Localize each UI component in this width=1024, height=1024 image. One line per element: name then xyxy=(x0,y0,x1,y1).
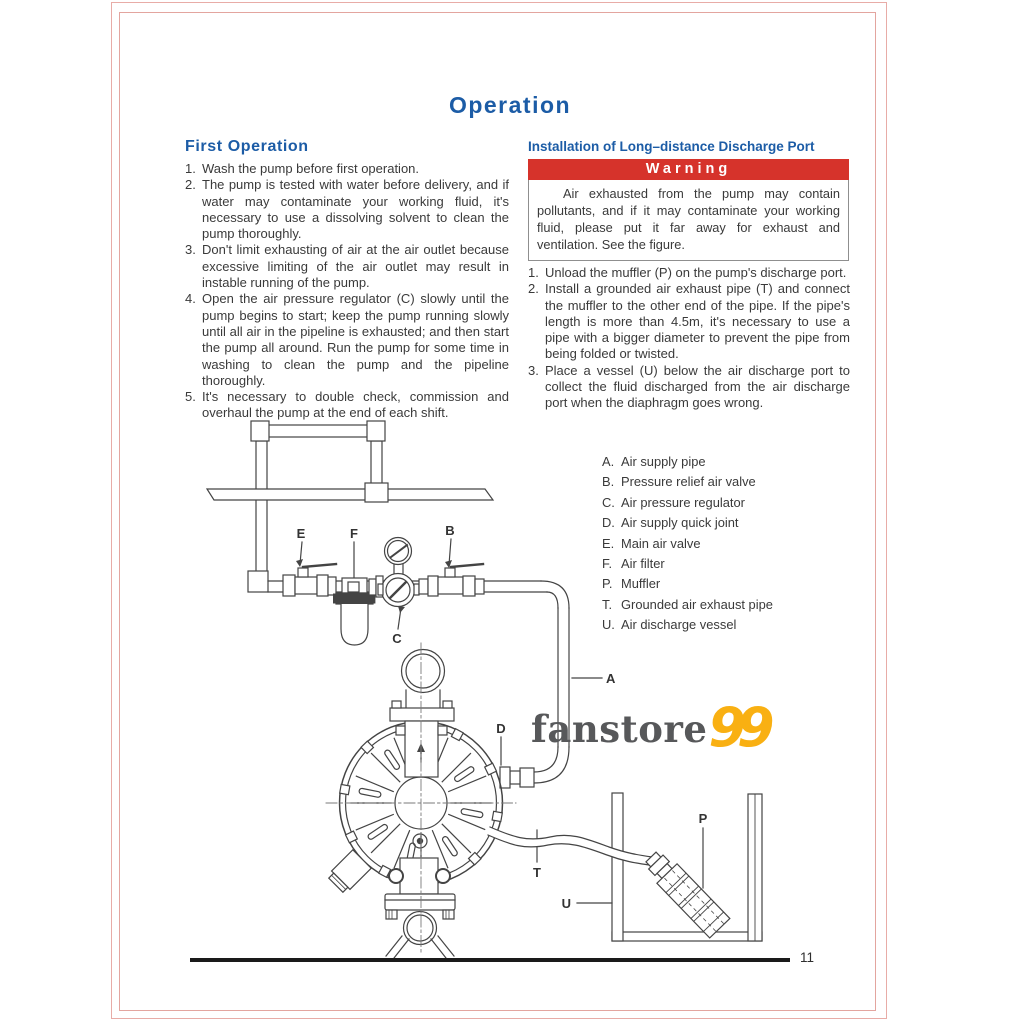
legend-item xyxy=(602,554,773,574)
watermark-suffix: 99 xyxy=(708,696,766,759)
legend-key: B. xyxy=(602,474,615,490)
legend-label: Main air valve xyxy=(621,535,701,551)
legend-label: Air supply quick joint xyxy=(621,515,739,531)
list-item xyxy=(185,161,509,177)
legend-key: F. xyxy=(602,556,613,572)
air-filter xyxy=(328,576,383,645)
legend-key: E. xyxy=(602,535,615,551)
list-text: It's necessary to double check, commission and overhaul the pump at the end of each shift. xyxy=(202,389,509,421)
legend-key: T. xyxy=(602,596,613,612)
list-text: Place a vessel (U) below the air discharge port to collect the fluid discharged from the air discharge port when the diaphragm goes wrong. xyxy=(545,362,850,411)
legend-label: Pressure relief air valve xyxy=(621,474,756,490)
muffler xyxy=(641,847,730,938)
label-main-air-valve: E xyxy=(296,526,306,541)
air-discharge-vessel xyxy=(612,793,762,941)
legend-key: A. xyxy=(602,454,615,469)
list-text: Unload the muffler (P) on the pump's discharge port. xyxy=(545,265,847,280)
label-muffler: P xyxy=(698,811,708,826)
pump-top-port xyxy=(390,650,454,778)
fanstore99-watermark xyxy=(531,696,766,759)
legend-label: Grounded air exhaust pipe xyxy=(621,596,773,612)
list-number: 1. xyxy=(528,265,539,280)
page-title: Operation xyxy=(448,92,572,118)
legend-item xyxy=(602,615,773,635)
air-supply-quick-joint xyxy=(500,767,534,788)
list-number: 3. xyxy=(185,242,196,258)
label-exhaust-pipe: T xyxy=(533,865,541,880)
first-operation-list xyxy=(185,161,509,422)
list-item xyxy=(528,281,850,362)
list-item xyxy=(185,177,509,242)
page-number: 11 xyxy=(800,950,815,965)
diagram-legend xyxy=(602,452,773,636)
legend-label: Air discharge vessel xyxy=(621,617,737,633)
legend-item xyxy=(602,472,773,492)
legend-key: U. xyxy=(602,617,615,633)
list-number: 4. xyxy=(185,291,196,307)
list-text: Open the air pressure regulator (C) slowly until the pump begins to start; keep the pump running slowly until all air in the pipeline is exhausted; and then start the pump all around. Run the pump for some time in washing to clean the pump and the pipeline thoroughly. xyxy=(202,291,509,388)
legend-item xyxy=(602,574,773,594)
label-vessel: U xyxy=(561,896,571,911)
legend-label: Air pressure regulator xyxy=(621,494,745,510)
warning-box xyxy=(528,159,849,261)
label-regulator: C xyxy=(392,631,402,646)
diaphragm-pump xyxy=(327,650,506,959)
label-pressure-relief-valve: B xyxy=(445,523,455,538)
legend-label: Air filter xyxy=(621,556,665,572)
legend-item xyxy=(602,452,773,472)
legend-key: D. xyxy=(602,515,615,531)
list-number: 3. xyxy=(528,362,539,378)
legend-key: C. xyxy=(602,494,615,510)
list-number: 2. xyxy=(528,281,539,297)
list-item xyxy=(528,363,850,412)
legend-item xyxy=(602,595,773,615)
air-pressure-regulator xyxy=(378,538,419,607)
pressure-relief-air-valve xyxy=(419,564,484,596)
legend-label: Muffler xyxy=(621,576,661,592)
section-heading-installation: Installation of Long–distance Discharge Port xyxy=(528,139,815,154)
list-number: 1. xyxy=(185,161,196,176)
legend-item xyxy=(602,493,773,513)
pump-bottom-port xyxy=(385,834,455,958)
list-item xyxy=(528,265,850,281)
legend-item xyxy=(602,534,773,554)
pump-discharge-port xyxy=(327,850,372,895)
legend-key: P. xyxy=(602,576,613,592)
list-text: The pump is tested with water before delivery, and if water may contaminate your working fluid, it's necessary to use a dissolving solvent to clean the pump thoroughly. xyxy=(202,177,509,242)
list-item xyxy=(185,291,509,389)
footer-rule xyxy=(190,958,790,962)
valve-train xyxy=(268,538,547,646)
watermark-name: fanstore xyxy=(531,707,708,751)
installation-list xyxy=(528,265,850,412)
list-text: Install a grounded air exhaust pipe (T) and connect the muffler to the other end of the pipe. If the pipe's length is more than 4.5m, it's necessary to use a pipe with a bigger diameter to prevent the pipe from being folded or twisted. xyxy=(545,281,850,362)
label-quick-joint: D xyxy=(496,721,506,736)
section-heading-first-operation: First Operation xyxy=(185,138,309,155)
list-item xyxy=(185,242,509,291)
warning-body-text: Air exhausted from the pump may contain pollutants, and if it may contaminate your working fluid, please put it far away for exhaust and ventilation. See the figure. xyxy=(528,180,849,261)
label-supply-pipe: A xyxy=(606,671,616,686)
list-number: 5. xyxy=(185,389,196,405)
label-air-filter: F xyxy=(350,526,358,541)
air-supply-pipe xyxy=(500,581,569,788)
warning-title-bar: Warning xyxy=(528,159,849,180)
legend-item xyxy=(602,513,773,533)
grounded-air-exhaust-pipe xyxy=(488,827,652,865)
list-text: Wash the pump before first operation. xyxy=(202,161,420,176)
list-number: 2. xyxy=(185,177,196,193)
list-text: Don't limit exhausting of air at the air outlet because excessive limiting of the air outlet may result in instable running of the pump. xyxy=(202,242,509,291)
legend-label: Air supply pipe xyxy=(621,454,706,469)
